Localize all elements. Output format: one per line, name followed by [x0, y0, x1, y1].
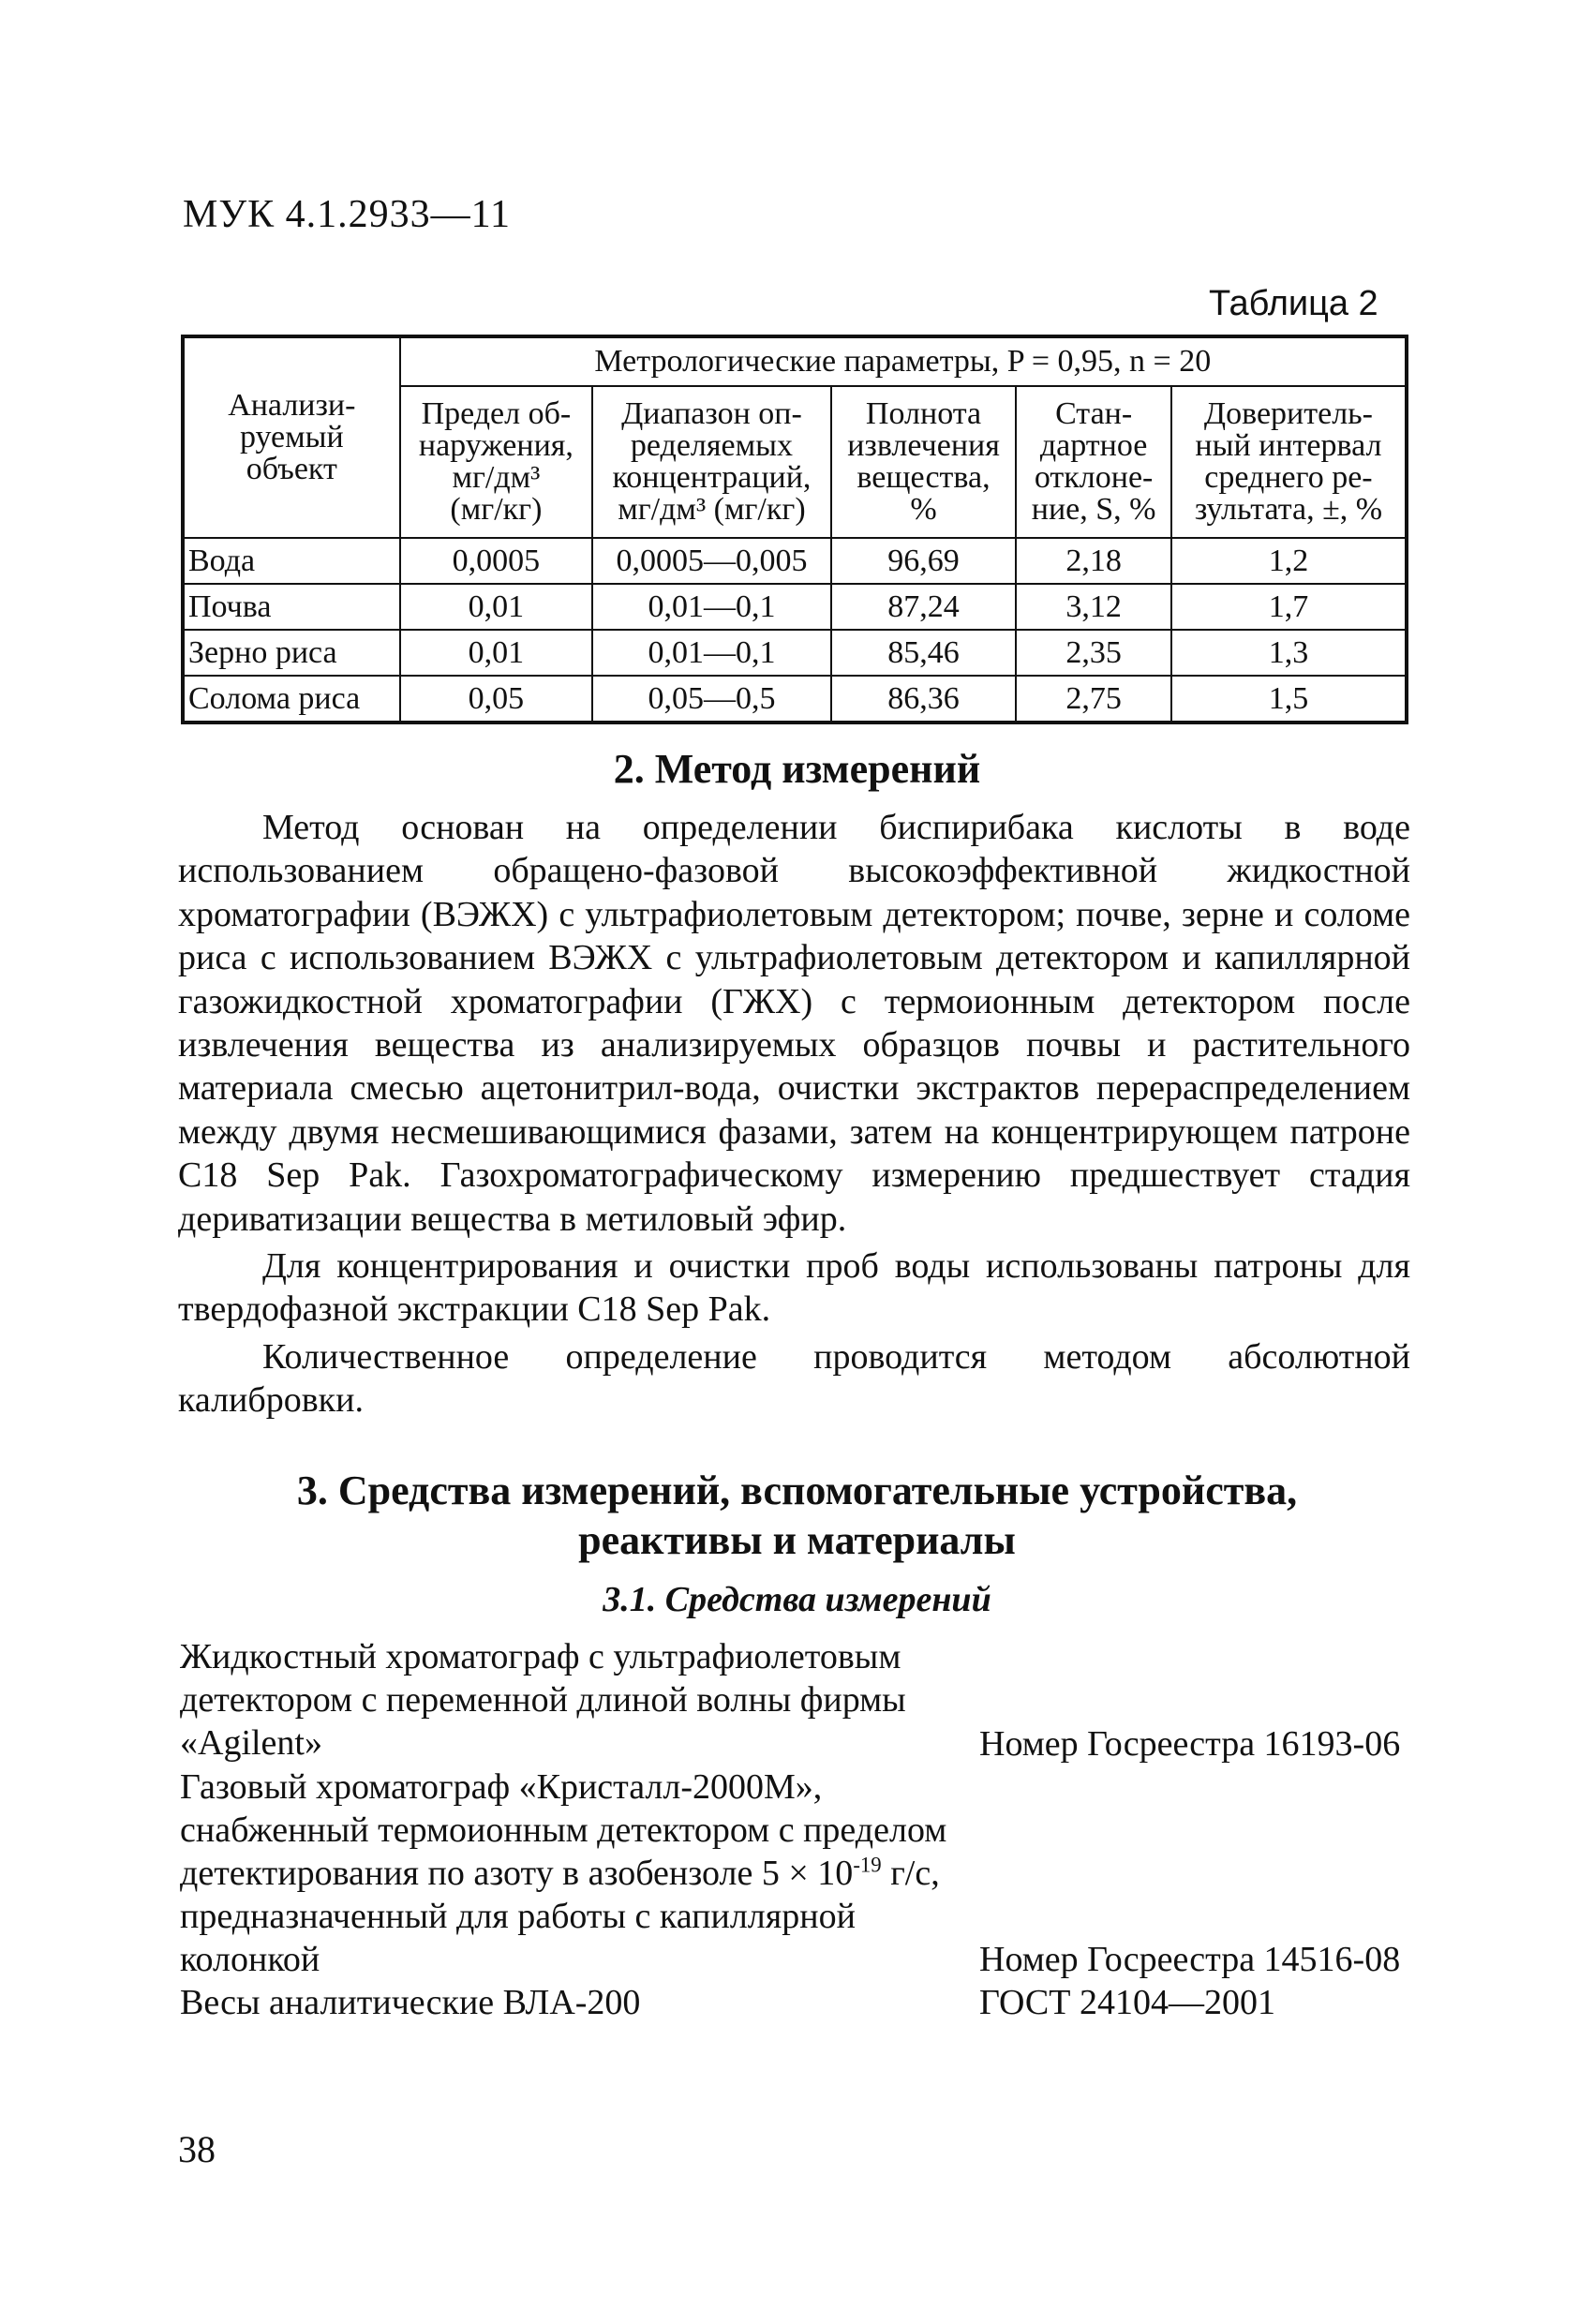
section-3-title-line2: реактивы и материалы [578, 1517, 1016, 1563]
cell-confidence-interval: 1,5 [1171, 676, 1407, 723]
table-row [183, 676, 1407, 723]
cell-std-deviation: 2,18 [1016, 538, 1171, 584]
column-header-confidence-interval: Доверитель- ный интервал среднего ре- зультата, ±, % [1171, 386, 1407, 538]
cell-range: 0,01—0,1 [592, 630, 831, 676]
cell-detection-limit: 0,01 [400, 630, 593, 676]
instrument-balance: Весы аналитические ВЛА-200 [180, 1983, 641, 2022]
paragraph: Для концентрирования и очистки проб воды использованы патроны для твердофазной экстракции C18 Sep Pak. [178, 1246, 1410, 1330]
paragraph: Количественное определение проводится методом абсолютной калибровки. [178, 1336, 1410, 1421]
table-row [183, 584, 1407, 630]
column-header-detection-limit: Предел об- наружения, мг/дм³ (мг/кг) [400, 386, 593, 538]
cell-detection-limit: 0,05 [400, 676, 593, 723]
instrument-liquid-chromatograph: Жидкостный хроматограф с ультрафиолетовым детектором с переменной длиной волны фирмы «Agilent» [180, 1637, 906, 1763]
cell-recovery: 86,36 [831, 676, 1017, 723]
instrument-registry: Номер Госреестра 14516-08 [979, 1940, 1401, 1979]
metrology-group-header: Метрологические параметры, P = 0,95, n = 20 [400, 336, 1407, 386]
page-number: 38 [178, 2128, 216, 2170]
instrument-gas-chromatograph: Газовый хроматограф «Кристалл-2000М», снабженный термоионным детектором с пределом детектирования по азоту в азобензоле $5 \times 10^{-19}$ г/с, предназначенный для работы с капиллярной колонкой [180, 1767, 947, 1979]
cell-recovery: 85,46 [831, 630, 1017, 676]
cell-object: Вода [183, 538, 400, 584]
cell-range: 0,0005—0,005 [592, 538, 831, 584]
cell-confidence-interval: 1,2 [1171, 538, 1407, 584]
cell-range: 0,01—0,1 [592, 584, 831, 630]
column-header-concentration-range: Диапазон оп- ределяемых концентраций, мг/дм³ (мг/кг) [592, 386, 831, 538]
document-code: МУК 4.1.2933—11 [183, 193, 512, 236]
table-row [183, 538, 1407, 584]
section-3-title-line1: 3. Средства измерений, вспомогательные устройства, [296, 1467, 1298, 1513]
column-header-std-deviation: Стан- дартное отклоне- ние, S, % [1016, 386, 1171, 538]
instrument-standard: ГОСТ 24104—2001 [979, 1983, 1275, 2022]
instrument-registry: Номер Госреестра 16193-06 [979, 1724, 1401, 1764]
cell-std-deviation: 2,35 [1016, 630, 1171, 676]
cell-confidence-interval: 1,3 [1171, 630, 1407, 676]
metrology-table [181, 335, 1408, 724]
cell-recovery: 96,69 [831, 538, 1017, 584]
cell-confidence-interval: 1,7 [1171, 584, 1407, 630]
cell-object: Зерно риса [183, 630, 400, 676]
table-caption: Таблица 2 [1209, 284, 1378, 323]
cell-object: Почва [183, 584, 400, 630]
cell-object: Солома риса [183, 676, 400, 723]
cell-std-deviation: 2,75 [1016, 676, 1171, 723]
cell-recovery: 87,24 [831, 584, 1017, 630]
cell-detection-limit: 0,01 [400, 584, 593, 630]
cell-std-deviation: 3,12 [1016, 584, 1171, 630]
subsection-3-1-title: 3.1. Средства измерений [603, 1580, 991, 1619]
cell-range: 0,05—0,5 [592, 676, 831, 723]
table-row [183, 630, 1407, 676]
cell-detection-limit: 0,0005 [400, 538, 593, 584]
object-column-header: Анализи- руемый объект [183, 336, 400, 538]
paragraph: Метод основан на определении биспирибака кислоты в воде использованием обращено-фазовой высокоэффективной жидкостной хроматографии (ВЭЖХ) с ультрафиолетовым детектором; почве, зерне и соломе риса с использованием ВЭЖХ с ультрафиолетовым детектором и капиллярной газожидкостной хроматографии (ГЖХ) с термоионным детектором после извлечения вещества из анализируемых образцов почвы и растительного материала смесью ацетонитрил-вода, очистки экстрактов перераспределением между двумя несмешивающимися фазами, затем на концентрирующем патроне C18 Sep Pak. Газохроматографическому измерению предшествует стадия дериватизации вещества в метиловый эфир. [178, 808, 1410, 1239]
section-2-body [178, 806, 1410, 1423]
section-2-title: 2. Метод измерений [613, 746, 981, 792]
column-header-recovery: Полнота извлечения вещества, % [831, 386, 1017, 538]
